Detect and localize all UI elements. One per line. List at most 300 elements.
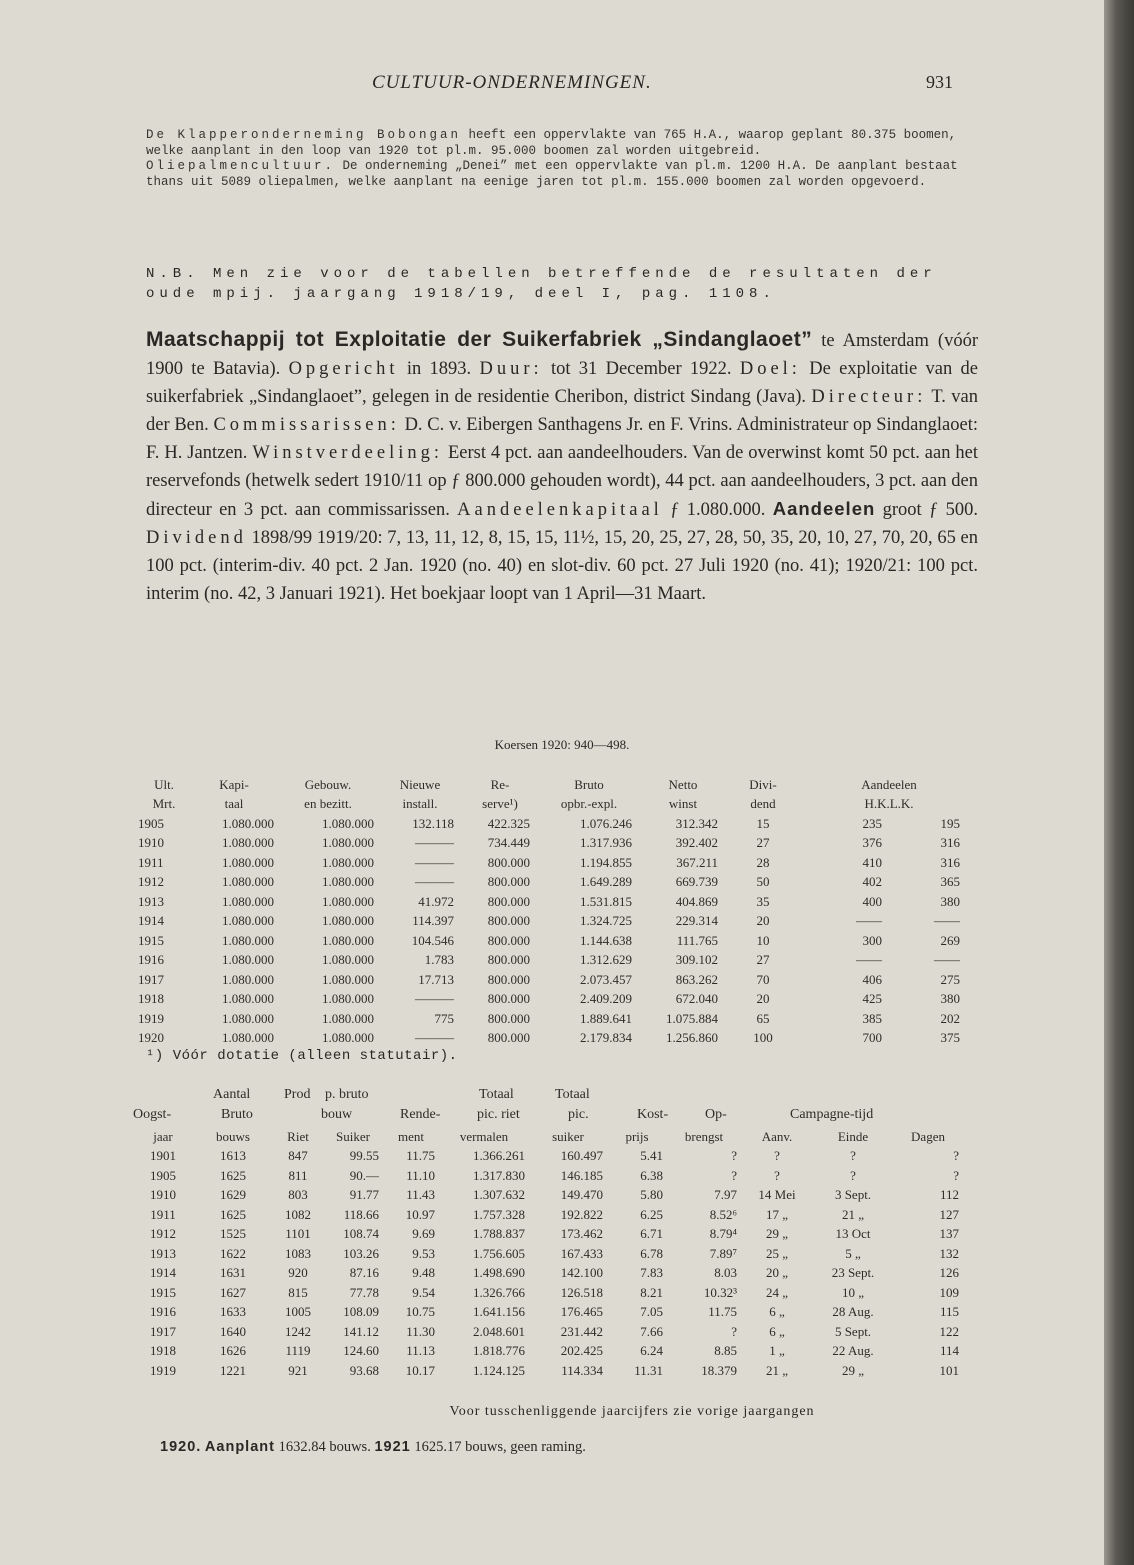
table-cell: 142.100 xyxy=(560,1265,603,1281)
harvest-header-cell: bouws xyxy=(216,1128,250,1144)
aanplant-value-1: 1632.84 bouws. xyxy=(274,1439,375,1455)
table-cell: 137 xyxy=(939,1226,959,1242)
table-cell: 1083 xyxy=(285,1245,311,1261)
table-cell: 1.326.766 xyxy=(473,1284,525,1300)
table-row xyxy=(138,834,978,854)
table-cell: 6.24 xyxy=(640,1343,663,1359)
table-row xyxy=(133,1264,963,1284)
company-entry xyxy=(146,326,978,609)
table-cell: 111.765 xyxy=(676,932,718,948)
table-cell: 20 xyxy=(756,991,770,1007)
table-cell: —— xyxy=(856,952,882,968)
table-cell: 6 „ xyxy=(769,1304,785,1320)
aanplant-year-2: 1921 xyxy=(374,1439,411,1455)
table-cell: 312.342 xyxy=(675,815,718,831)
table-cell: 1.312.629 xyxy=(580,952,632,968)
table-cell: 1.080.000 xyxy=(222,1010,274,1026)
harvest-header-cell: Aanv. xyxy=(761,1128,793,1144)
table-cell: 1.307.632 xyxy=(473,1187,525,1203)
harvest-header-cell: suiker xyxy=(552,1128,584,1144)
table-cell: 1916 xyxy=(138,952,164,968)
table-cell: 1.080.000 xyxy=(222,854,274,870)
table-cell: 100 xyxy=(753,1030,773,1046)
table-cell: 1613 xyxy=(220,1148,246,1164)
table-cell: 126 xyxy=(939,1265,959,1281)
table-cell: 104.546 xyxy=(411,932,454,948)
aandeelen-label: Aandeelen xyxy=(772,498,876,520)
table-cell: 20 xyxy=(756,913,770,929)
table-cell: 863.262 xyxy=(675,971,718,987)
table-cell: 2.048.601 xyxy=(473,1323,525,1339)
harvest-header-cell: Riet xyxy=(287,1128,309,1144)
table-row xyxy=(133,1186,963,1206)
table-cell: 1.531.815 xyxy=(580,893,632,909)
table-cell: ? xyxy=(774,1148,780,1164)
table-cell: 235 xyxy=(862,815,882,831)
table-cell: 1.080.000 xyxy=(222,1030,274,1046)
table-row xyxy=(138,1029,978,1049)
table-cell: 1910 xyxy=(150,1187,176,1203)
table-cell: 700 xyxy=(862,1030,882,1046)
table-row xyxy=(138,814,978,834)
results-header-cell: Kapi- xyxy=(219,776,249,792)
table-cell: 1912 xyxy=(150,1226,176,1242)
results-header-cell: Nieuwe xyxy=(399,776,441,792)
winst-label: Winstverdeeling: xyxy=(252,442,444,463)
table-cell: 669.739 xyxy=(675,874,718,890)
table-cell: 1920 xyxy=(138,1030,164,1046)
table-cell: 1.080.000 xyxy=(322,1010,374,1026)
table-cell: 2.179.834 xyxy=(580,1030,632,1046)
table-cell: 13 Oct xyxy=(835,1226,871,1242)
table-row xyxy=(133,1361,963,1381)
harvest-header-cell: jaar xyxy=(153,1128,173,1144)
harvest-header-row-1 xyxy=(0,1087,1104,1107)
table-cell: 1.076.246 xyxy=(580,815,632,831)
hdr-oogst: Oogst- xyxy=(133,1107,172,1122)
winst-value: Eerst 4 pct. aan aandeelhouders. Van de overwinst komt 50 pct. aan het reservefonds (hetwelk sedert 1910/11 op ƒ 800.000 gehouden wordt), 44 pct. aan aandeelhouders, 3 pct. aan den directeur en 3 pct. aan commissarissen. xyxy=(146,442,978,521)
table-cell: 7.66 xyxy=(640,1323,663,1339)
table-cell: 6.78 xyxy=(640,1245,663,1261)
dividend-label: Dividend xyxy=(146,528,247,549)
harvest-header-cell: Dagen xyxy=(911,1128,945,1144)
table-cell: 800.000 xyxy=(487,893,530,909)
table-cell: 108.74 xyxy=(343,1226,379,1242)
table-cell: 1625 xyxy=(220,1167,246,1183)
table-row xyxy=(138,990,978,1010)
table-cell: 1.366.261 xyxy=(473,1148,525,1164)
table-cell: 8.79⁴ xyxy=(709,1226,737,1242)
table-cell: 811 xyxy=(288,1167,308,1183)
harvest-header-cell: Einde xyxy=(837,1128,869,1144)
table-cell: 803 xyxy=(288,1187,308,1203)
table-cell: 365 xyxy=(940,874,960,890)
table-cell: 1911 xyxy=(150,1206,176,1222)
directeur-label: Directeur: xyxy=(811,386,927,407)
table-cell: 1.080.000 xyxy=(322,991,374,1007)
table-cell: 6.25 xyxy=(640,1206,663,1222)
table-cell: 275 xyxy=(940,971,960,987)
table-cell: 1.194.855 xyxy=(580,854,632,870)
company-name: Maatschappij tot Exploitatie der Suikerfabriek „Sindanglaoet” xyxy=(146,328,813,351)
harvest-header-cell: Suiker xyxy=(336,1128,370,1144)
table-cell: 10.17 xyxy=(405,1362,435,1378)
table-cell: 800.000 xyxy=(487,1010,530,1026)
table-cell: 28 xyxy=(756,854,770,870)
table-cell: 800.000 xyxy=(487,932,530,948)
results-header-cell: H.K.L.K. xyxy=(864,796,914,812)
aanplant-value-2: 1625.17 bouws, geen raming. xyxy=(410,1439,586,1455)
table-cell: 1629 xyxy=(220,1187,246,1203)
aanplant-label: Aanplant xyxy=(204,1439,275,1455)
harvest-header-row-2 xyxy=(0,1107,1104,1127)
table-cell: 404.869 xyxy=(675,893,718,909)
duur-label: Duur: xyxy=(479,358,543,379)
table-cell: 141.12 xyxy=(343,1323,379,1339)
table-cell: 93.68 xyxy=(349,1362,379,1378)
table-cell: 7.83 xyxy=(640,1265,663,1281)
table-cell: 300 xyxy=(862,932,882,948)
company-text: te Amsterdam (vóór 1900 te Batavia). xyxy=(146,331,978,379)
book-binding xyxy=(1104,0,1134,1565)
table-cell: 1221 xyxy=(220,1362,246,1378)
results-header-cell: Divi- xyxy=(749,776,777,792)
table-cell: 1.080.000 xyxy=(222,835,274,851)
intro-label-2: Oliepalmencultuur. xyxy=(146,159,336,173)
nb-note: N.B. Men zie voor de tabellen betreffende de resultaten der oude mpij. jaargang 1918/19, deel I, pag. 1108. xyxy=(146,266,937,302)
table-cell: 127 xyxy=(939,1206,959,1222)
table-cell: 27 xyxy=(756,952,770,968)
hdr-prod: Prod xyxy=(284,1087,311,1102)
table-cell: 392.402 xyxy=(675,835,718,851)
table-cell: 109 xyxy=(939,1284,959,1300)
table-cell: 11.75 xyxy=(708,1304,737,1320)
results-header-cell: Netto xyxy=(668,776,698,792)
table-cell: 70 xyxy=(756,971,770,987)
hdr-pbruto: p. bruto xyxy=(325,1087,369,1102)
table-cell: 1916 xyxy=(150,1304,176,1320)
table-cell: ——— xyxy=(415,991,454,1007)
table-cell: 11.10 xyxy=(406,1167,435,1183)
commissarissen-label: Commissarissen: xyxy=(213,414,400,435)
opgericht-label: Opgericht xyxy=(288,358,399,379)
table-cell: 11.75 xyxy=(406,1148,435,1164)
table-cell: 202.425 xyxy=(560,1343,603,1359)
table-cell: 91.77 xyxy=(349,1187,379,1203)
table-cell: 27 xyxy=(756,835,770,851)
table-cell: 6.38 xyxy=(640,1167,663,1183)
table-cell: 22 Aug. xyxy=(832,1343,874,1359)
table-cell: 309.102 xyxy=(675,952,718,968)
table-cell: 5.41 xyxy=(640,1148,663,1164)
commissarissen-value: D. C. v. Eibergen Santhagens Jr. en F. Vrins. Administrateur op Sindanglaoet: F. H. Jantzen. xyxy=(146,414,978,463)
table-cell: 1.080.000 xyxy=(322,1030,374,1046)
table-cell: 114 xyxy=(939,1343,959,1359)
table-cell: 1.324.725 xyxy=(580,913,632,929)
koersen-line: Koersen 1920: 940—498. xyxy=(494,737,630,752)
table-cell: 99.55 xyxy=(349,1148,379,1164)
table-cell: 1919 xyxy=(150,1362,176,1378)
table-row xyxy=(138,892,978,912)
table-cell: 1.080.000 xyxy=(322,835,374,851)
table-cell: 3 Sept. xyxy=(834,1187,872,1203)
table-cell: 380 xyxy=(940,991,960,1007)
table-cell: 10.32³ xyxy=(703,1284,737,1300)
table-cell: 1.080.000 xyxy=(322,874,374,890)
table-cell: 1640 xyxy=(220,1323,246,1339)
table-cell: 1.080.000 xyxy=(322,913,374,929)
table-cell: 11.31 xyxy=(634,1362,663,1378)
table-cell: 5 „ xyxy=(845,1245,861,1261)
table-cell: ? xyxy=(731,1148,737,1164)
table-cell: 2.073.457 xyxy=(580,971,632,987)
table-cell: 800.000 xyxy=(487,971,530,987)
table-cell: 14 Mei xyxy=(758,1187,796,1203)
table-cell: 8.85 xyxy=(714,1343,737,1359)
table-cell: 1.080.000 xyxy=(222,932,274,948)
table-cell: 1919 xyxy=(138,1010,164,1026)
table-cell: 1.080.000 xyxy=(222,815,274,831)
table-cell: 1.080.000 xyxy=(222,971,274,987)
table-cell: 1101 xyxy=(285,1226,311,1242)
table-cell: 1910 xyxy=(138,835,164,851)
table-cell: 23 Sept. xyxy=(831,1265,875,1281)
hdr-totaal-1: Totaal xyxy=(479,1087,514,1102)
table-cell: 112 xyxy=(939,1187,959,1203)
duur-value: tot 31 December 1922. xyxy=(542,358,740,379)
table-row xyxy=(133,1205,963,1225)
table-row xyxy=(133,1342,963,1362)
table-cell: ——— xyxy=(415,1030,454,1046)
table-cell: 1.818.776 xyxy=(473,1343,525,1359)
table-cell: 1.788.837 xyxy=(473,1226,525,1242)
table-cell: 800.000 xyxy=(487,874,530,890)
table-cell: 1905 xyxy=(150,1167,176,1183)
dividend-value: 1898/99 1919/20: 7, 13, 11, 12, 8, 15, 15, 11½, 15, 20, 25, 27, 28, 50, 35, 20, 10, 27, 70, 20, 65 en 100 pct. (interim-div. 40 pct. 2 Jan. 1920 (no. 40) en slot-div. 60 pct. 27 Juli 1920 (no. 41); 1920/21: 100 pct. interim (no. 42, 3 Januari 1921). Het boekjaar loopt van 1 April—31 Maart. xyxy=(146,528,978,605)
table-cell: 18.379 xyxy=(701,1362,737,1378)
results-header-cell: en bezitt. xyxy=(304,796,352,812)
table-cell: 21 „ xyxy=(765,1362,789,1378)
harvest-table xyxy=(133,1127,963,1381)
table-cell: 29 „ xyxy=(841,1362,865,1378)
intro-label-1: De Klapperonderneming Bobongan xyxy=(146,128,462,142)
results-table-header xyxy=(138,775,978,814)
hdr-bouw: bouw xyxy=(321,1107,353,1122)
table-cell: 410 xyxy=(862,854,882,870)
table-cell: 1.080.000 xyxy=(322,952,374,968)
table-cell: 231.442 xyxy=(560,1323,603,1339)
table-cell: 800.000 xyxy=(487,913,530,929)
table-row xyxy=(138,970,978,990)
table-cell: 229.314 xyxy=(675,913,718,929)
table-cell: 1912 xyxy=(138,874,164,890)
table-cell: 11.30 xyxy=(406,1323,435,1339)
table-cell: 10.75 xyxy=(405,1304,435,1320)
table-cell: 1.080.000 xyxy=(322,932,374,948)
table-cell: 920 xyxy=(288,1265,308,1281)
table-cell: 422.325 xyxy=(487,815,530,831)
hdr-kost: Kost- xyxy=(637,1107,669,1122)
table-cell: 1913 xyxy=(150,1245,176,1261)
table-cell: 367.211 xyxy=(676,854,718,870)
table-row xyxy=(138,1009,978,1029)
table-cell: 5.80 xyxy=(640,1187,663,1203)
table-cell: 1.756.605 xyxy=(473,1245,525,1261)
table-cell: 921 xyxy=(288,1362,308,1378)
table-cell: 800.000 xyxy=(487,991,530,1007)
table-cell: 1631 xyxy=(220,1265,246,1281)
table-cell: 2.409.209 xyxy=(580,991,632,1007)
table-cell: 1901 xyxy=(150,1148,176,1164)
table-cell: 400 xyxy=(862,893,882,909)
table-cell: 202 xyxy=(940,1010,960,1026)
table-row xyxy=(133,1283,963,1303)
doel-value: De exploitatie van de suikerfabriek „Sindanglaoet”, gelegen in de residentie Cheribon, district Sindang (Java). xyxy=(146,358,979,407)
hdr-rende: Rende- xyxy=(400,1107,441,1122)
table-cell: 50 xyxy=(756,874,770,890)
table-cell: 103.26 xyxy=(343,1245,379,1261)
table-cell: 1.080.000 xyxy=(222,952,274,968)
table-cell: 9.54 xyxy=(412,1284,435,1300)
page-header xyxy=(0,72,1104,102)
table-cell: 1.144.638 xyxy=(580,932,632,948)
table-cell: 1.498.690 xyxy=(473,1265,525,1281)
table-cell: 1 „ xyxy=(769,1343,785,1359)
results-header-cell: Bruto xyxy=(574,776,604,792)
table-cell: 815 xyxy=(288,1284,308,1300)
results-table xyxy=(138,775,978,1048)
table-cell: 1917 xyxy=(150,1323,176,1339)
results-header-cell: serve¹) xyxy=(482,796,518,812)
table-cell: 269 xyxy=(940,932,960,948)
table-cell: ——— xyxy=(415,874,454,890)
harvest-header-cell: vermalen xyxy=(459,1128,509,1144)
table-cell: 17.713 xyxy=(418,971,454,987)
table-cell: 1913 xyxy=(138,893,164,909)
table-cell: 41.972 xyxy=(418,893,454,909)
table-cell: 8.21 xyxy=(640,1284,663,1300)
table-row xyxy=(133,1147,963,1167)
table-cell: 800.000 xyxy=(487,854,530,870)
table-cell: 108.09 xyxy=(343,1304,379,1320)
table-cell: 1627 xyxy=(220,1284,246,1300)
aanplant-line xyxy=(160,1439,586,1456)
hdr-pic: pic. xyxy=(568,1107,589,1122)
table-cell: 17 „ xyxy=(765,1206,789,1222)
table-cell: 672.040 xyxy=(675,991,718,1007)
table-cell: 316 xyxy=(940,835,960,851)
table-cell: 1525 xyxy=(220,1226,246,1242)
intro-paragraph-1 xyxy=(146,128,976,159)
table-cell: 847 xyxy=(288,1148,308,1164)
table-cell: ? xyxy=(850,1167,856,1183)
directeur-value: T. van der Ben. xyxy=(146,386,978,435)
table-cell: 25 „ xyxy=(765,1245,789,1261)
table-cell: 29 „ xyxy=(765,1226,789,1242)
harvest-header-cell: ment xyxy=(398,1128,424,1144)
table-cell: 1905 xyxy=(138,815,164,831)
table-cell: 1915 xyxy=(138,932,164,948)
table-cell: ——— xyxy=(415,854,454,870)
table-cell: 10 „ xyxy=(841,1284,865,1300)
table-cell: 87.16 xyxy=(349,1265,379,1281)
table-cell: 115 xyxy=(939,1304,959,1320)
table-cell: 1.757.328 xyxy=(473,1206,525,1222)
hdr-picriet: pic. riet xyxy=(477,1107,520,1122)
doel-label: Doel: xyxy=(739,358,801,379)
table-cell: ——— xyxy=(415,835,454,851)
table-cell: 7.97 xyxy=(714,1187,737,1203)
table-cell: 316 xyxy=(940,854,960,870)
table-cell: 425 xyxy=(862,991,882,1007)
table-cell: 101 xyxy=(939,1362,959,1378)
table-cell: 1.080.000 xyxy=(222,913,274,929)
table-cell: 1.783 xyxy=(424,952,454,968)
aandeelen-value: groot ƒ 500. xyxy=(875,500,978,521)
table-cell: 9.48 xyxy=(412,1265,435,1281)
results-table-body xyxy=(138,814,978,1048)
table-cell: ? xyxy=(731,1167,737,1183)
table-cell: 1918 xyxy=(150,1343,176,1359)
table-cell: —— xyxy=(856,913,882,929)
table-cell: 24 „ xyxy=(765,1284,789,1300)
hdr-op: Op- xyxy=(705,1107,727,1122)
table-cell: 118.66 xyxy=(343,1206,379,1222)
results-header-cell: install. xyxy=(402,796,438,812)
table-row xyxy=(138,853,978,873)
table-row xyxy=(138,873,978,893)
table-cell: 176.465 xyxy=(560,1304,603,1320)
table-cell: 149.470 xyxy=(560,1187,603,1203)
table-cell: 8.52⁶ xyxy=(709,1206,737,1222)
table-cell: 800.000 xyxy=(487,1030,530,1046)
kapitaal-value: ƒ 1.080.000. xyxy=(662,500,773,521)
table-cell: 6 „ xyxy=(769,1323,785,1339)
results-header-cell: dend xyxy=(750,796,776,812)
table-cell: 406 xyxy=(862,971,882,987)
table-cell: 7.05 xyxy=(640,1304,663,1320)
table-cell: 1.889.641 xyxy=(580,1010,632,1026)
table-cell: 1.317.830 xyxy=(473,1167,525,1183)
table-cell: ? xyxy=(850,1148,856,1164)
table-cell: —— xyxy=(934,913,960,929)
table-cell: 1.080.000 xyxy=(322,971,374,987)
table-cell: 1.080.000 xyxy=(322,893,374,909)
table-cell: 1119 xyxy=(285,1343,311,1359)
table-cell: 160.497 xyxy=(560,1148,603,1164)
table-cell: 132.118 xyxy=(412,815,454,831)
table-cell: 1242 xyxy=(285,1323,311,1339)
table-cell: 1.256.860 xyxy=(666,1030,718,1046)
intro-text-2: De onderneming „Denei” met een oppervlakte van pl.m. 1200 H.A. De aanplant bestaat thans uit 5089 oliepalmen, welke aanplant na eenige jaren tot pl.m. 155.000 boomen zal worden opgevoerd. xyxy=(146,159,958,189)
intro-text-1: heeft een oppervlakte van 765 H.A., waarop geplant 80.375 boomen, welke aanplant in den loop van 1920 tot pl.m. 95.000 boomen zal worden uitgebreid. xyxy=(146,128,957,158)
table-cell: 9.69 xyxy=(412,1226,435,1242)
table-cell: ? xyxy=(953,1167,959,1183)
harvest-header-cell: brengst xyxy=(684,1128,724,1144)
running-title: CULTUUR-ONDERNEMINGEN. xyxy=(372,72,652,93)
table-cell: —— xyxy=(934,952,960,968)
table-cell: 1.080.000 xyxy=(222,991,274,1007)
table-cell: 734.449 xyxy=(487,835,530,851)
harvest-table-body xyxy=(133,1147,963,1381)
table-cell: 800.000 xyxy=(487,952,530,968)
table-row xyxy=(138,912,978,932)
table-cell: 1625 xyxy=(220,1206,246,1222)
table-cell: 1914 xyxy=(150,1265,176,1281)
table-cell: 385 xyxy=(862,1010,882,1026)
table-cell: 1.124.125 xyxy=(473,1362,525,1378)
table-cell: 9.53 xyxy=(412,1245,435,1261)
